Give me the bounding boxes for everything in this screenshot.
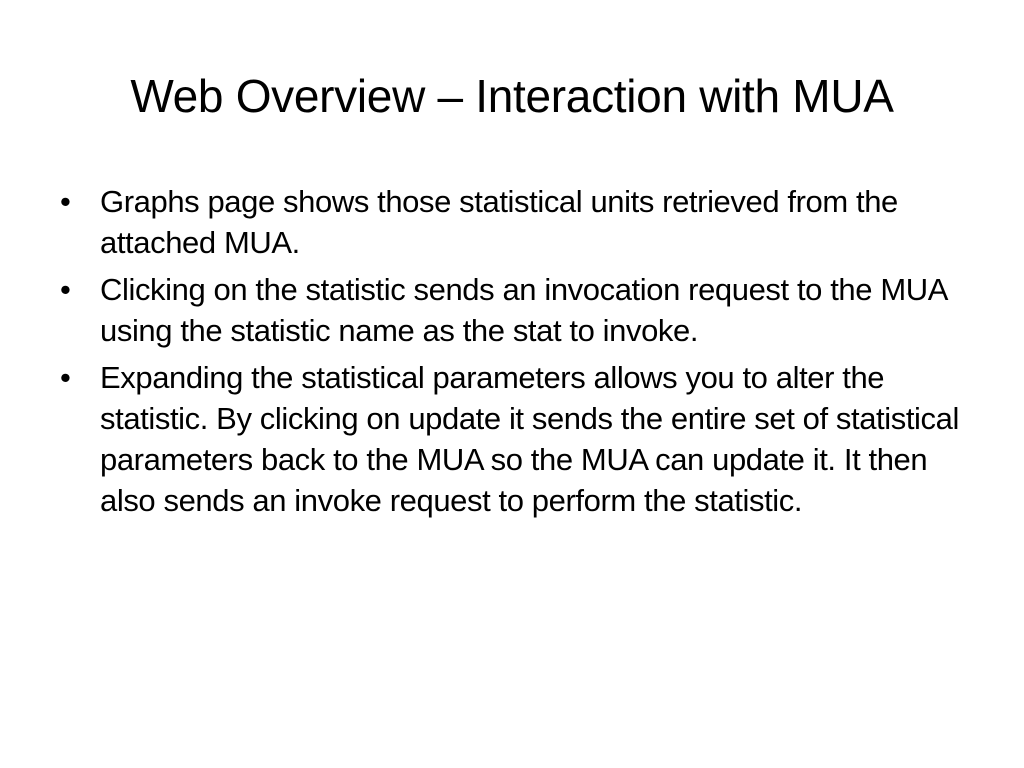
bullet-item-expanding-parameters: • Expanding the statistical parameters allows you to alter the statistic. By clicking on update it sends the entire set of statistical parameters back to the MUA so the MUA can update it. It then also sends an invoke request to perform the statistic.: [56, 357, 976, 521]
bullet-list: [56, 181, 976, 527]
bullet-item-clicking-statistic: • Clicking on the statistic sends an invocation request to the MUA using the statistic name as the stat to invoke.: [56, 269, 976, 351]
slide-title: Web Overview – Interaction with MUA: [130, 70, 894, 122]
bullet-item-graphs-page: • Graphs page shows those statistical units retrieved from the attached MUA.: [56, 181, 976, 263]
